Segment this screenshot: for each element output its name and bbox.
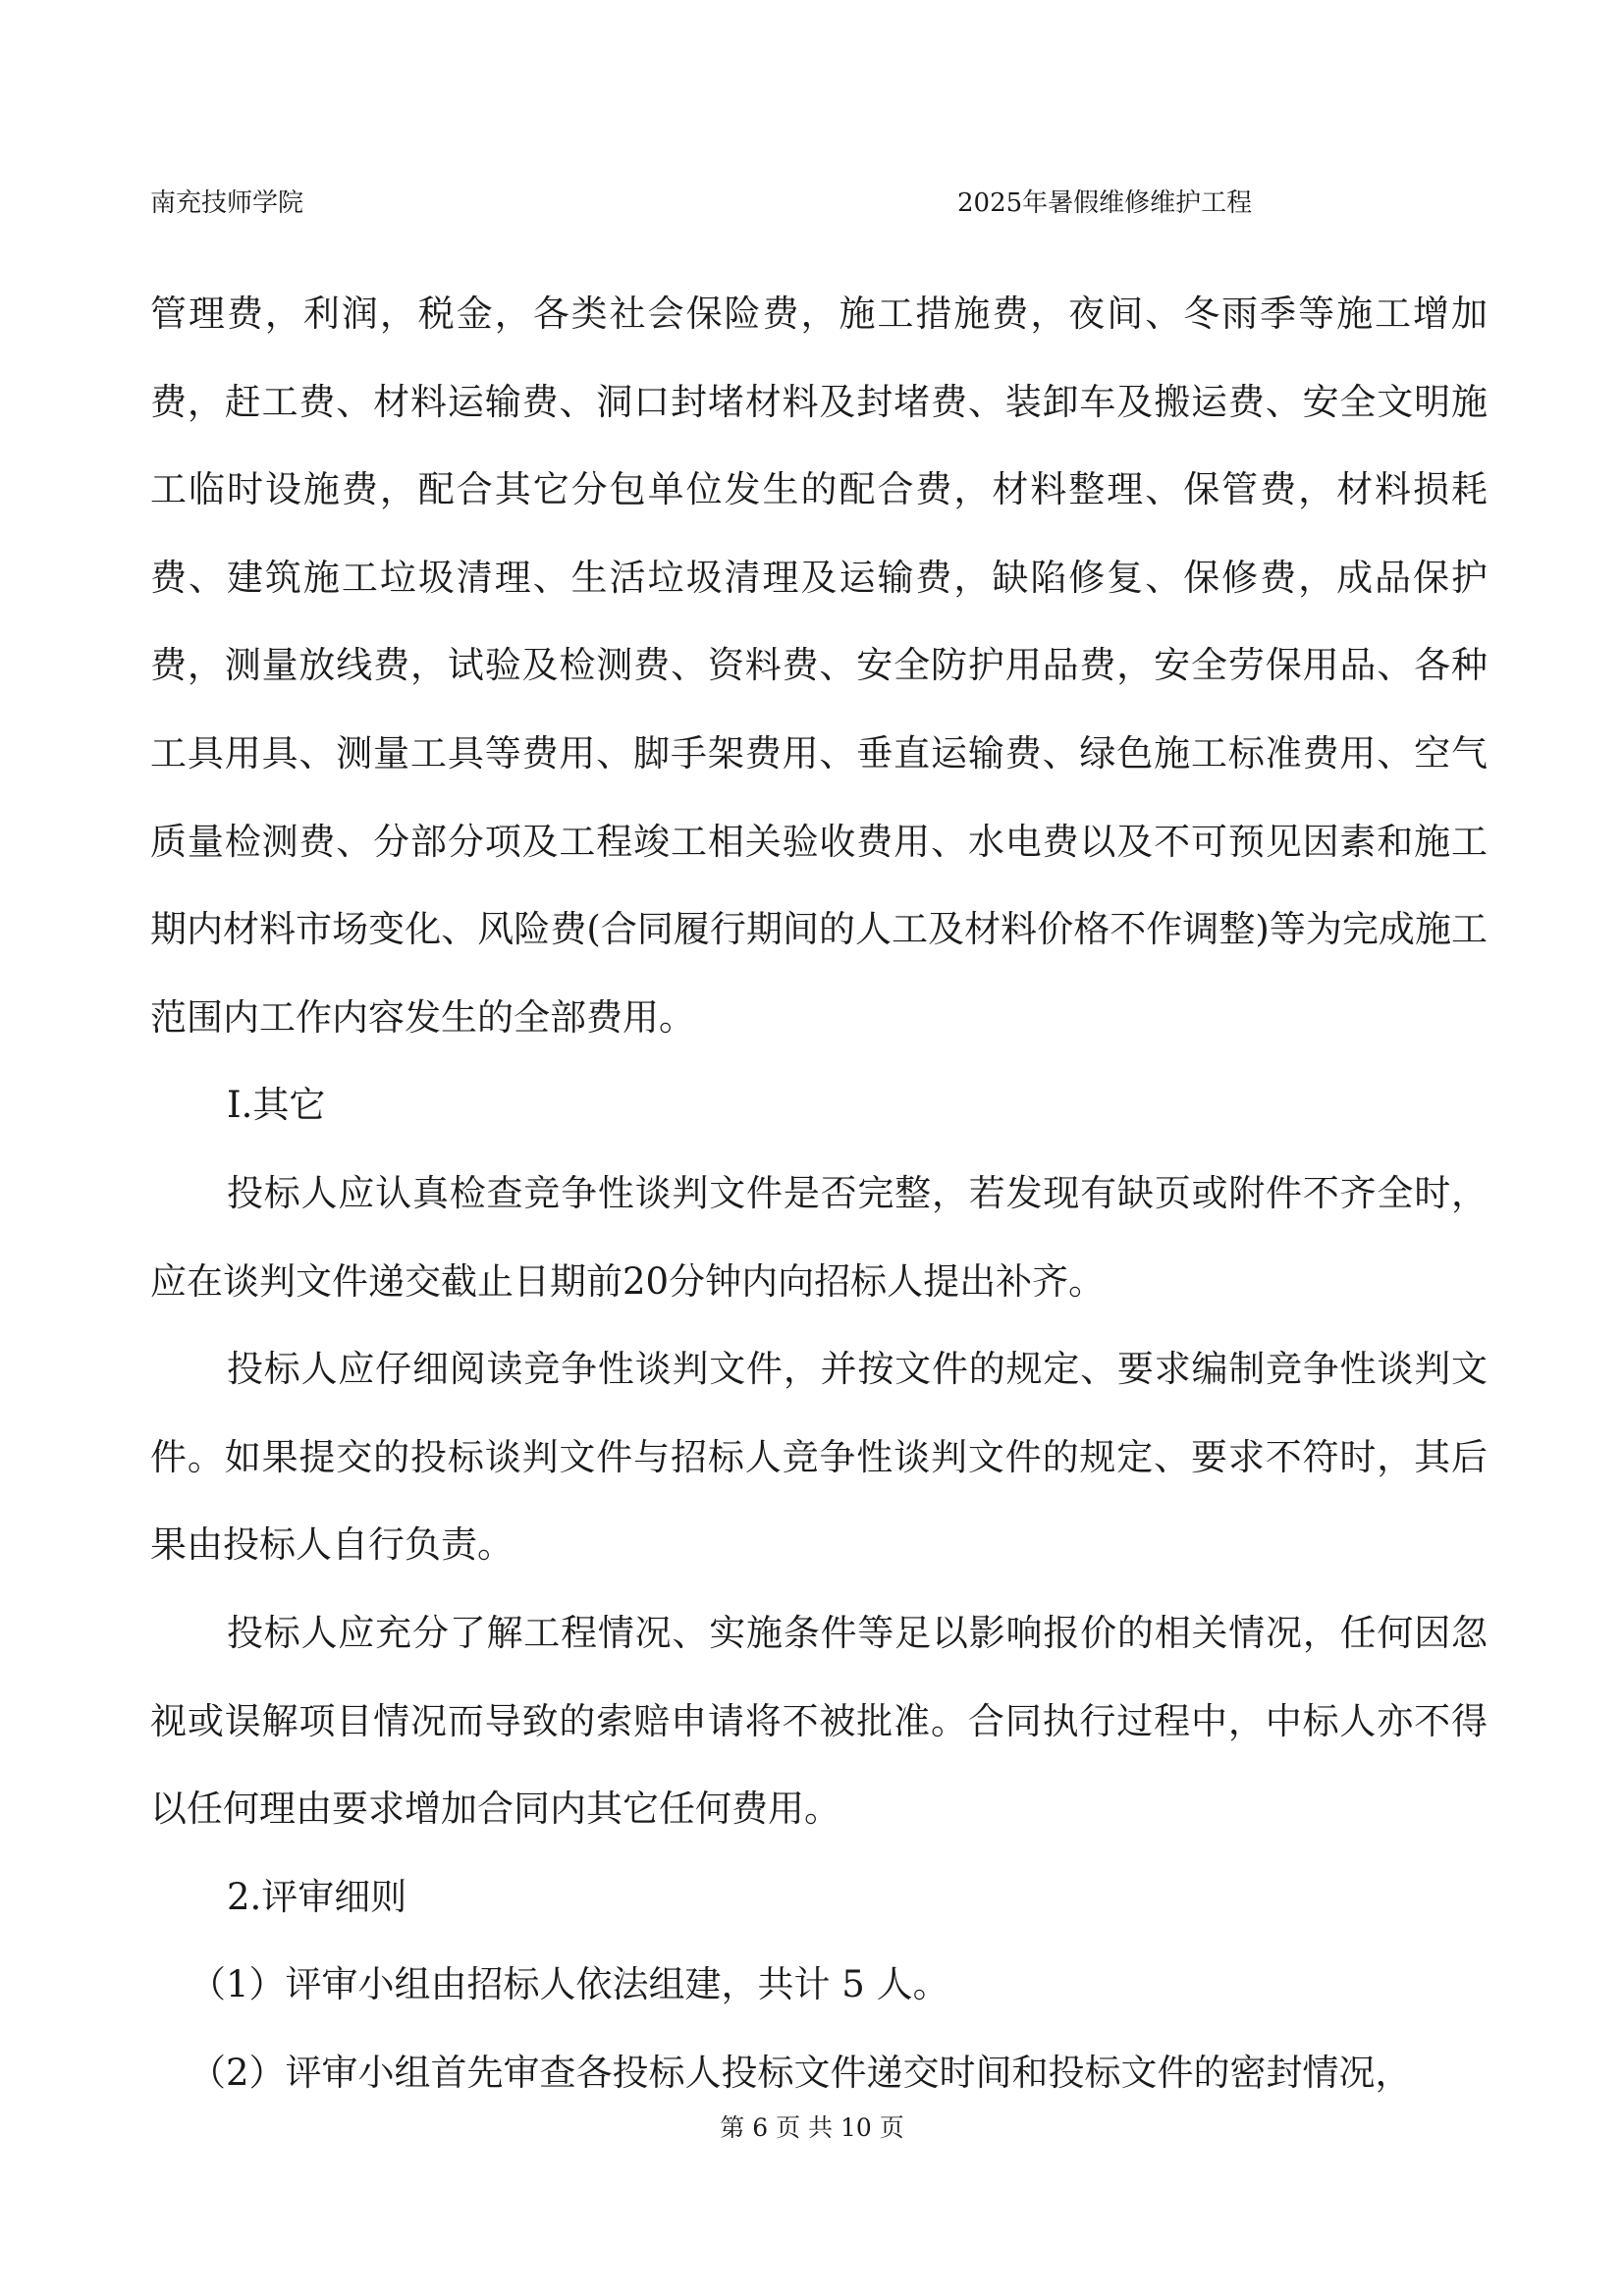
review-item-2: （2）评审小组首先审查各投标人投标文件递交时间和投标文件的密封情况， <box>189 2051 1412 2094</box>
document-body <box>150 270 1488 2116</box>
check-documents-paragraph: 投标人应认真检查竞争性谈判文件是否完整，若发现有缺页或附件不齐全时，应在谈判文件递交截止日期前20分钟内向招标人提出补齐。 <box>150 1171 1488 1303</box>
section-2-heading: 2.评审细则 <box>227 1875 407 1918</box>
header-school-name: 南充技师学院 <box>150 188 304 218</box>
review-item-1: （1）评审小组由招标人依法组建，共计 5 人。 <box>189 1963 949 2006</box>
page-number-footer: 第 6 页 共 10 页 <box>720 2113 904 2142</box>
header-project-name: 2025年暑假维修维护工程 <box>957 188 1253 218</box>
fees-paragraph: 管理费，利润，税金，各类社会保险费，施工措施费，夜间、冬雨季等施工增加费，赶工费、材料运输费、洞口封堵材料及封堵费、装卸车及搬运费、安全文明施工临时设施费，配合其它分包单位发生的配合费，材料整理、保管费，材料损耗费、建筑施工垃圾清理、生活垃圾清理及运输费，缺陷修复、保修费，成品保护费，测量放线费，试验及检测费、资料费、安全防护用品费，安全劳保用品、各种工具用具、测量工具等费用、脚手架费用、垂直运输费、绿色施工标准费用、空气质量检测费、分部分项及工程竣工相关验收费用、水电费以及不可预见因素和施工期内材料市场变化、风险费(合同履行期间的人工及材料价格不作调整)等为完成施工范围内工作内容发生的全部费用。 <box>150 293 1488 1039</box>
read-documents-paragraph: 投标人应仔细阅读竞争性谈判文件，并按文件的规定、要求编制竞争性谈判文件。如果提交的投标谈判文件与招标人竞争性谈判文件的规定、要求不符时，其后果由投标人自行负责。 <box>150 1348 1488 1567</box>
section-i-heading: I.其它 <box>227 1084 326 1127</box>
understand-project-paragraph: 投标人应充分了解工程情况、实施条件等足以影响报价的相关情况，任何因忽视或误解项目情况而导致的索赔申请将不被批准。合同执行过程中，中标人亦不得以任何理由要求增加合同内其它任何费用。 <box>150 1611 1488 1831</box>
